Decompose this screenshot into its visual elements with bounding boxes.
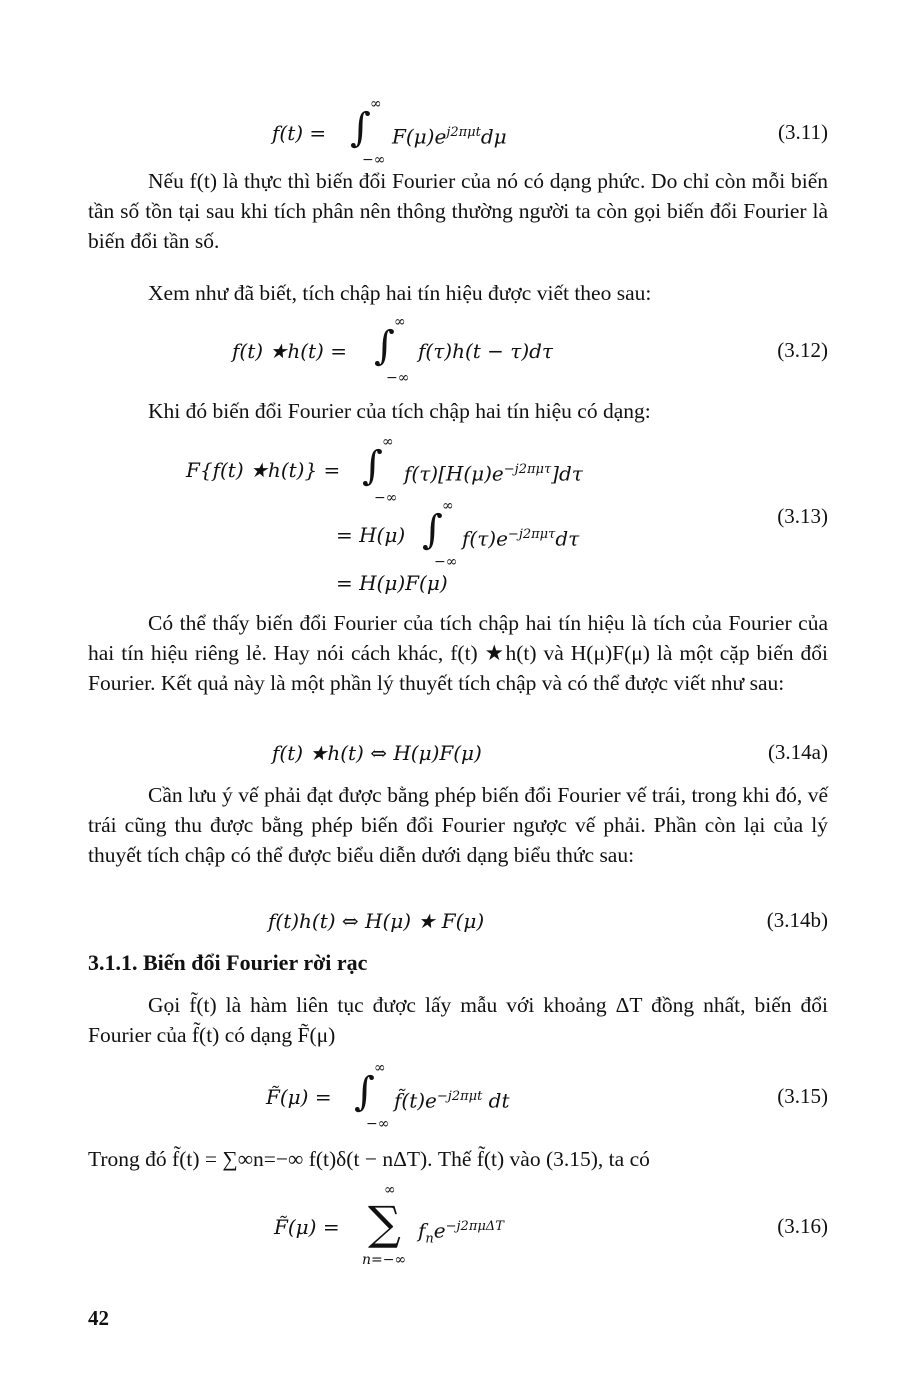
section-heading: 3.1.1. Biến đổi Fourier rời rạc xyxy=(88,950,368,975)
integral-sign: ∫ xyxy=(422,507,443,553)
upper-limit: ∞ xyxy=(382,434,394,450)
eq-lhs: F{f(t) ★h(t)} = xyxy=(186,458,341,482)
equation-number: (3.13) xyxy=(777,504,828,528)
eq-body: f(τ)h(t − τ)dτ xyxy=(418,339,553,363)
eq-text: f(t) ★h(t) ⇔ H(μ)F(μ) xyxy=(272,741,482,765)
upper-limit: ∞ xyxy=(370,96,382,112)
equation-number: (3.14a) xyxy=(767,740,828,764)
upper-limit: ∞ xyxy=(394,314,406,330)
eq-body: $f_ne^{-j2\pi\mu\Delta T}$ xyxy=(418,1218,504,1247)
eq-lhs: f(t) ★h(t) = xyxy=(232,339,347,363)
eq-body: $f̃(t)e^{-j2\pi\mu t}$ dt xyxy=(394,1088,510,1113)
eq-lhs: F̃(μ) = xyxy=(274,1215,340,1239)
eq-line-2: = H(μ) xyxy=(336,523,406,547)
eq-body: $F(\mu)e^{j2\pi\mu t}d\mu$ xyxy=(392,124,507,149)
eq-body: $f(\tau)[H(\mu)e^{-j2\pi\mu\tau}]d\tau$ xyxy=(404,461,583,486)
lower-limit: −∞ xyxy=(362,152,386,168)
paragraph: Trong đó f̃(t) = ∑∞n=−∞ f(t)δ(t − nΔT). Thế f̃(t) vào (3.15), ta có xyxy=(88,1147,650,1171)
lower-limit: −∞ xyxy=(386,370,410,386)
paragraph: Nếu f(t) là thực thì biến đổi Fourier của nó có dạng phức. Do chỉ còn mỗi biến tần số tồn tại sau khi tích phân nên thông thường người ta còn gọi biến đổi Fourier là biến đổi tần số. xyxy=(88,169,828,253)
equation-number: (3.14b) xyxy=(766,908,828,932)
lower-limit: −∞ xyxy=(374,490,398,506)
sum-upper-limit: ∞ xyxy=(384,1182,396,1198)
paragraph: Gọi f̃(t) là hàm liên tục được lấy mẫu với khoảng ΔT đồng nhất, biến đổi Fourier của f̃(t) có dạng F̃(μ) xyxy=(88,993,828,1047)
equation-number: (3.15) xyxy=(777,1084,828,1108)
paragraph: Cần lưu ý vế phải đạt được bằng phép biến đổi Fourier vế trái, trong khi đó, vế trái cũng thu được bằng phép biến đổi Fourier ngược vế phải. Phần còn lại của lý thuyết tích chập có thể được biểu diễn dưới dạng biểu thức sau: xyxy=(88,783,828,867)
equation-number: (3.11) xyxy=(778,120,828,144)
upper-limit: ∞ xyxy=(374,1060,386,1076)
paragraph: Khi đó biến đổi Fourier của tích chập hai tín hiệu có dạng: xyxy=(148,399,651,423)
integral-sign: ∫ xyxy=(350,105,371,151)
lower-limit: −∞ xyxy=(366,1116,390,1132)
equation-number: (3.12) xyxy=(777,338,828,362)
paragraph: Có thể thấy biến đổi Fourier của tích chập hai tín hiệu là tích của Fourier của hai tín hiệu riêng lẻ. Hay nói cách khác, f(t) ★h(t) và H(μ)F(μ) là một cặp biến đổi Fourier. Kết quả này là một phần lý thuyết tích chập và có thể được viết như sau: xyxy=(88,611,828,695)
equation-number: (3.16) xyxy=(777,1214,828,1238)
integral-sign: ∫ xyxy=(362,443,383,489)
upper-limit: ∞ xyxy=(442,498,454,514)
page-number: 42 xyxy=(88,1306,109,1330)
sum-lower-limit: n=−∞ xyxy=(362,1252,407,1268)
summation-sign: ∑ xyxy=(368,1196,401,1250)
eq-body: $f(\tau)e^{-j2\pi\mu\tau}d\tau$ xyxy=(462,526,580,551)
eq-lhs: F̃(μ) = xyxy=(266,1085,332,1109)
integral-sign: ∫ xyxy=(354,1069,375,1115)
integral-sign: ∫ xyxy=(374,323,395,369)
eq-lhs: f(t) = xyxy=(272,121,327,145)
lower-limit: −∞ xyxy=(434,554,458,570)
paragraph: Xem như đã biết, tích chập hai tín hiệu được viết theo sau: xyxy=(148,281,652,305)
eq-text: f(t)h(t) ⇔ H(μ) ★ F(μ) xyxy=(268,909,485,933)
eq-line-3: = H(μ)F(μ) xyxy=(336,571,448,595)
